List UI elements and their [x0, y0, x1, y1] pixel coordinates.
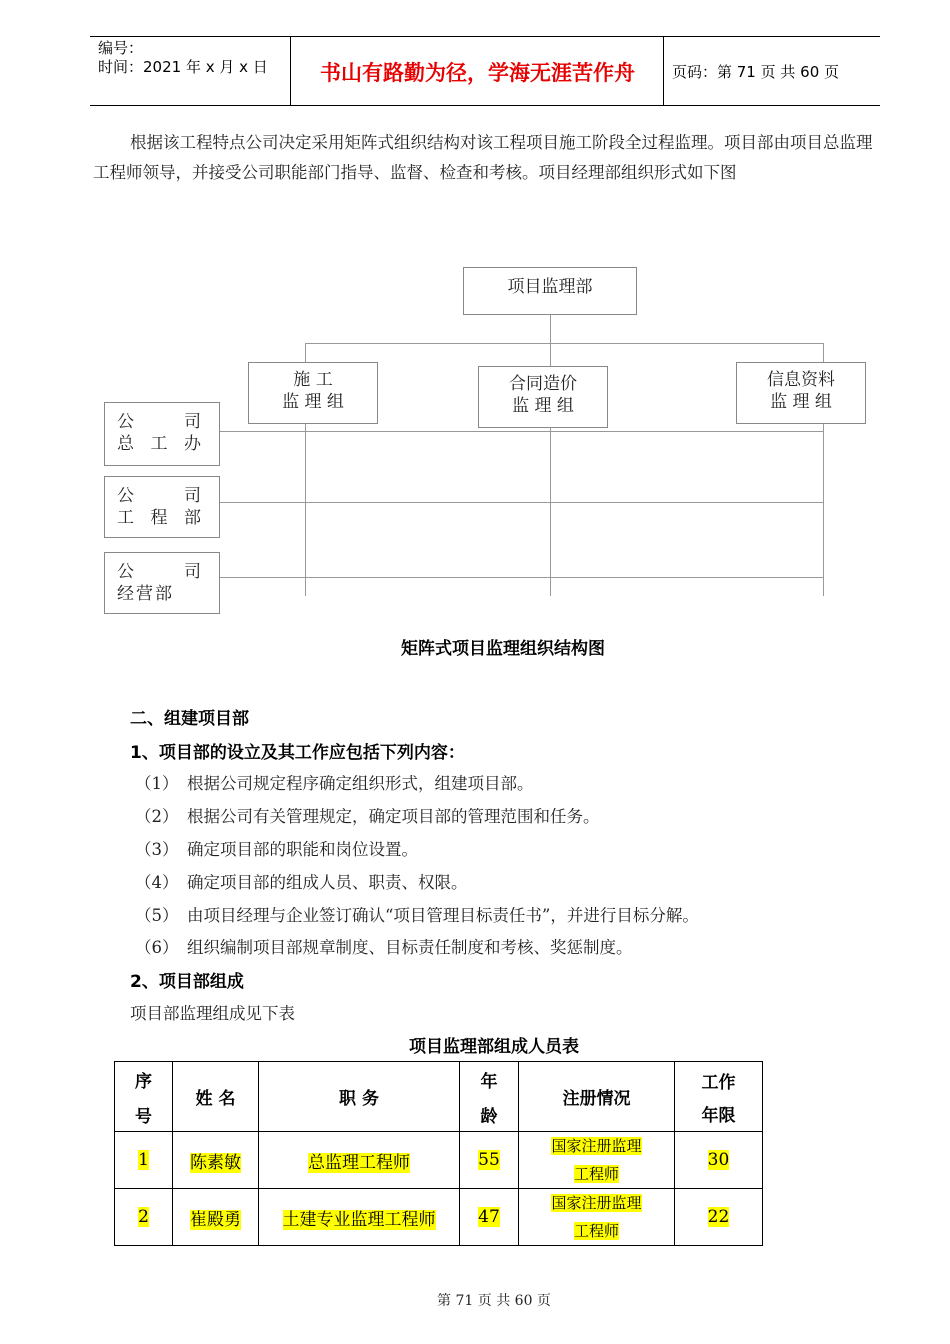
dept-char: 司 [184, 486, 201, 506]
header-age [460, 1062, 519, 1132]
header-text: 号 [135, 1106, 152, 1127]
cell-text: 崔殿勇 [190, 1209, 241, 1230]
serial-label: 编号： [98, 39, 144, 57]
section-heading: 二、组建项目部 [130, 709, 249, 729]
cell-age [460, 1132, 519, 1189]
org-group-line: 信息资料 [767, 370, 835, 390]
cell-name [173, 1189, 259, 1246]
cell-text: 55 [478, 1150, 500, 1170]
header-text: 龄 [480, 1106, 498, 1127]
subsection-heading: 1、项目部的设立及其工作应包括下列内容： [130, 743, 465, 763]
cell-position [259, 1132, 460, 1189]
header-name: 姓 名 [173, 1062, 259, 1132]
org-department-box [104, 402, 220, 466]
table-intro: 项目部监理组成见下表 [130, 1004, 295, 1023]
dept-char: 办 [184, 434, 201, 454]
dept-char: 部 [155, 584, 172, 604]
page-header [90, 36, 880, 106]
dept-char: 司 [184, 562, 201, 582]
matrix-line [219, 577, 823, 578]
cell-text: 22 [707, 1207, 730, 1227]
org-department-box [104, 552, 220, 614]
org-group-line: 监 理 组 [512, 396, 574, 416]
header-position: 职 务 [259, 1062, 460, 1132]
cell-years [675, 1132, 763, 1189]
org-group-line: 监 理 组 [770, 392, 832, 412]
org-connector [305, 343, 306, 363]
header-text: 工作 [701, 1072, 736, 1093]
dept-char: 经 [117, 584, 134, 604]
org-group-line: 合同造价 [509, 374, 577, 394]
list-item-number: （2） [135, 807, 179, 826]
list-item [135, 770, 534, 794]
cell-registration [519, 1189, 675, 1246]
cell-position [259, 1189, 460, 1246]
cell-years [675, 1189, 763, 1246]
list-item-text: 组织编制项目部规章制度、目标责任制度和考核、奖惩制度。 [187, 938, 633, 957]
matrix-line [219, 502, 823, 503]
cell-seq [115, 1132, 173, 1189]
dept-char: 工 [117, 508, 134, 528]
list-item [135, 836, 418, 860]
dept-char: 总 [117, 434, 134, 454]
org-department-box [104, 476, 220, 538]
dept-char: 公 [117, 562, 134, 582]
cell-age [460, 1189, 519, 1246]
cell-text: 30 [707, 1150, 730, 1170]
header-meta [98, 39, 268, 77]
header-text: 年 [480, 1071, 498, 1092]
list-item-number: （4） [135, 873, 179, 892]
time-label: 时间：2021 年 x 月 x 日 [98, 58, 268, 76]
cell-text: 陈素敏 [190, 1152, 241, 1173]
header-page-number: 页码：第 71 页 共 60 页 [672, 63, 840, 81]
header-text: 年限 [701, 1105, 736, 1126]
dept-char: 工 [150, 434, 168, 454]
header-years [675, 1062, 763, 1132]
table-row [115, 1189, 763, 1246]
header-registration: 注册情况 [519, 1062, 675, 1132]
org-top-box [463, 267, 637, 315]
org-chart-caption [0, 634, 950, 659]
dept-char: 部 [184, 508, 201, 528]
org-group-line: 施 工 [293, 370, 333, 390]
dept-char: 公 [117, 412, 134, 432]
list-item-text: 由项目经理与企业签订确认“项目管理目标责任书”，并进行目标分解。 [187, 906, 699, 925]
list-item-number: （6） [135, 938, 179, 957]
dept-char: 司 [184, 412, 201, 432]
list-item [135, 934, 633, 958]
header-text: 序 [135, 1071, 152, 1092]
header-divider [663, 37, 664, 105]
org-connector [305, 343, 823, 344]
list-item-text: 根据公司规定程序确定组织形式，组建项目部。 [187, 774, 534, 793]
cell-text: 国家注册监理 [551, 1137, 642, 1155]
cell-text: 国家注册监理 [551, 1194, 642, 1212]
cell-text: 2 [138, 1207, 149, 1227]
list-item [135, 803, 600, 827]
header-seq [115, 1062, 173, 1132]
subsection-heading: 2、项目部组成 [130, 972, 244, 992]
cell-text: 47 [478, 1207, 500, 1227]
list-item-text: 确定项目部的职能和岗位设置。 [187, 840, 418, 859]
matrix-line [823, 424, 824, 596]
cell-registration [519, 1132, 675, 1189]
intro-paragraph: 根据该工程特点公司决定采用矩阵式组织结构对该工程项目施工阶段全过程监理。项目部由项目总监理工程师领导，并接受公司职能部门指导、监督、检查和考核。项目经理部组织形式如下图 [93, 133, 873, 182]
cell-text: 工程师 [573, 1222, 619, 1240]
dept-char: 程 [150, 508, 168, 528]
org-group-line: 监 理 组 [282, 392, 344, 412]
org-group-box [736, 362, 866, 424]
list-item-text: 根据公司有关管理规定，确定项目部的管理范围和任务。 [187, 807, 600, 826]
matrix-line [219, 431, 823, 432]
page-footer: 第 71 页 共 60 页 [437, 1293, 551, 1309]
list-item-number: （1） [135, 774, 179, 793]
cell-name [173, 1132, 259, 1189]
table-row [115, 1132, 763, 1189]
org-connector [823, 343, 824, 363]
cell-text: 1 [138, 1150, 149, 1170]
table-header-row [115, 1062, 763, 1132]
cell-text: 土建专业监理工程师 [282, 1209, 436, 1230]
org-top-label: 项目监理部 [507, 277, 593, 297]
matrix-line [305, 424, 306, 596]
org-chart-caption-text: 矩阵式项目监理组织结构图 [401, 639, 605, 659]
list-item-text: 确定项目部的组成人员、职责、权限。 [187, 873, 468, 892]
cell-text: 工程师 [573, 1165, 619, 1183]
header-motto: 书山有路勤为径，学海无涯苦作舟 [320, 60, 635, 85]
list-item-number: （5） [135, 906, 179, 925]
list-item [135, 902, 699, 926]
cell-seq [115, 1189, 173, 1246]
cell-text: 总监理工程师 [308, 1152, 410, 1173]
list-item [135, 869, 468, 893]
org-connector [550, 315, 551, 343]
table-title: 项目监理部组成人员表 [409, 1037, 579, 1057]
org-group-box [478, 366, 608, 428]
dept-char: 营 [136, 584, 153, 604]
dept-char: 公 [117, 486, 134, 506]
staff-table [114, 1061, 763, 1246]
org-group-box [248, 362, 378, 424]
list-item-number: （3） [135, 840, 179, 859]
